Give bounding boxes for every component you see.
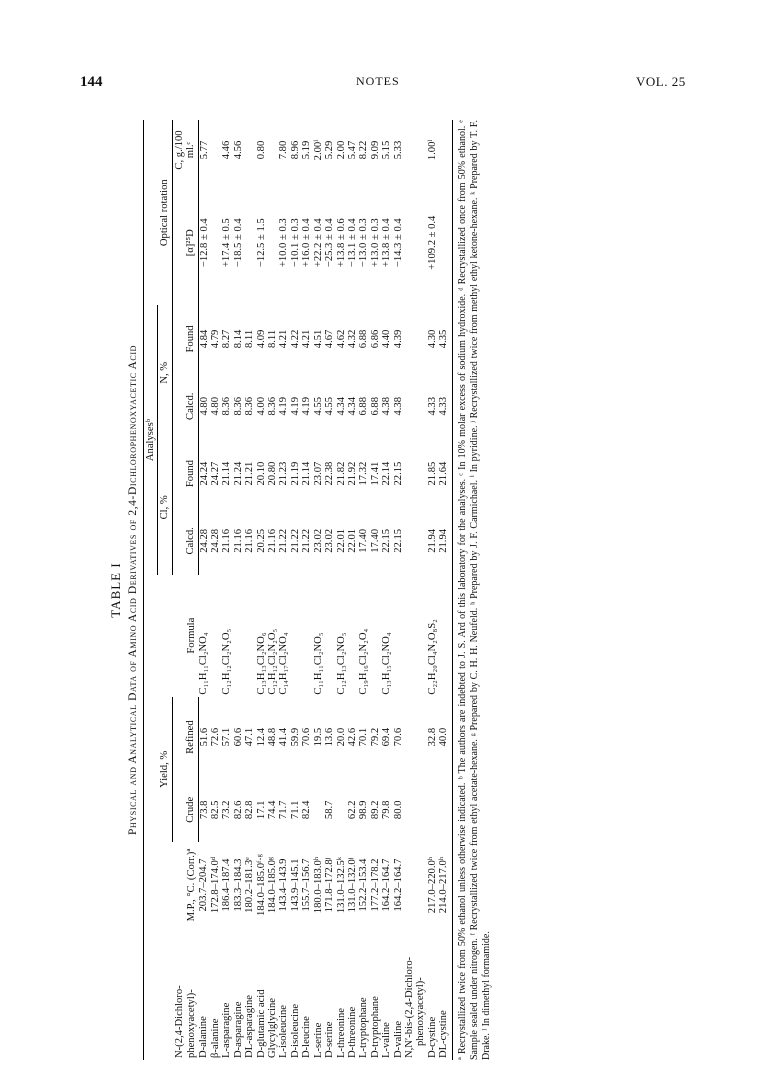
cell-crude: 62.2 bbox=[346, 800, 358, 820]
cell-refined: 57.1 bbox=[221, 727, 233, 747]
cell-formula: C₁₂H₁₃Cl₂NO₅ bbox=[335, 632, 347, 695]
cell-conc: 5.15 bbox=[381, 140, 393, 160]
cell-n-calcd: 4.34 bbox=[335, 396, 347, 416]
cell-n-found: 4.51 bbox=[312, 329, 324, 349]
cell-cl-calcd: 22.01 bbox=[335, 528, 347, 553]
cell-mp: 184.0–185.0ᶠ·ᵍ bbox=[255, 854, 267, 916]
cell-formula: C₁₉H₁₆Cl₂N₂O₄ bbox=[358, 628, 370, 695]
cell-refined: 32.8 bbox=[426, 727, 438, 747]
table-title: TABLE I bbox=[108, 562, 123, 618]
table-row bbox=[381, 120, 392, 1060]
cell-crude bbox=[427, 778, 438, 842]
col-cl-found: Found bbox=[172, 440, 198, 507]
cell-n-calcd: 8.36 bbox=[267, 396, 279, 416]
col-cl: Cl, % bbox=[158, 440, 172, 575]
cell-cl-calcd: 21.94 bbox=[438, 507, 452, 575]
cell-name: L-valine bbox=[381, 1022, 393, 1058]
cell-mp: 186.4–187.4 bbox=[221, 858, 233, 912]
col-compound: N-(2,4-Dichloro-phenoxyacetyl)- bbox=[144, 928, 199, 1060]
group-heading: N,N′-bis-(2,4-Dichloro- bbox=[403, 956, 415, 1058]
table-row bbox=[393, 120, 404, 1060]
cell-n-calcd: 4.00 bbox=[255, 396, 267, 416]
cell-cl-calcd: 24.28 bbox=[210, 528, 222, 553]
cell-n-calcd: 8.36 bbox=[221, 396, 233, 416]
cell-name: D-tryptophane bbox=[369, 996, 381, 1058]
data-table bbox=[143, 120, 453, 1060]
cell-conc: 5.47 bbox=[346, 140, 358, 160]
cell-conc: 5.19 bbox=[301, 140, 313, 160]
cell-conc: 4.56 bbox=[232, 140, 244, 160]
cell-crude: 82.6 bbox=[232, 800, 244, 820]
table-row bbox=[358, 120, 369, 1060]
cell-formula: C₁₁H₁₁Cl₂NO₄ bbox=[198, 632, 210, 695]
cell-conc bbox=[267, 120, 278, 180]
cell-alpha bbox=[210, 180, 221, 305]
cell-conc: 4.46 bbox=[221, 140, 233, 160]
cell-n-calcd: 4.19 bbox=[289, 396, 301, 416]
cell-n-calcd: 4.80 bbox=[210, 396, 222, 416]
cell-refined: 20.0 bbox=[335, 727, 347, 747]
cell-refined: 69.4 bbox=[381, 727, 393, 747]
cell-n-calcd: 4.38 bbox=[392, 396, 404, 416]
cell-name: D-isoleucine bbox=[289, 1003, 301, 1058]
cell-n-calcd: 4.80 bbox=[198, 396, 210, 416]
cell-mp: 184.0–185.0ᵍ bbox=[267, 856, 279, 914]
cell-formula bbox=[233, 575, 244, 697]
col-n-calcd: Calcd. bbox=[172, 372, 198, 440]
cell-n-found: 4.79 bbox=[210, 329, 222, 349]
cell-name: D-serine bbox=[324, 1021, 336, 1058]
cell-conc bbox=[210, 120, 221, 180]
cell-name: D-asparagine bbox=[232, 1001, 244, 1058]
cell-n-found: 6.86 bbox=[369, 329, 381, 349]
cell-crude bbox=[313, 778, 324, 842]
cell-n-found: 4.40 bbox=[381, 329, 393, 349]
cell-formula bbox=[290, 575, 301, 697]
cell-refined: 70.6 bbox=[301, 727, 313, 747]
cell-alpha: −25.3 ± 0.4 bbox=[324, 218, 336, 268]
cell-alpha: +22.2 ± 0.4 bbox=[312, 218, 324, 268]
cell-crude: 98.9 bbox=[358, 800, 370, 820]
cell-crude: 80.0 bbox=[392, 800, 404, 820]
page-number: 144 bbox=[80, 74, 103, 90]
col-formula: Formula bbox=[144, 575, 199, 697]
table-row bbox=[267, 120, 278, 1060]
table-row bbox=[427, 120, 438, 1060]
cell-cl-calcd: 22.01 bbox=[346, 528, 358, 553]
cell-conc: 8.96 bbox=[289, 140, 301, 160]
cell-crude: 82.4 bbox=[301, 800, 313, 820]
table-row bbox=[233, 120, 244, 1060]
cell-formula bbox=[210, 575, 221, 697]
cell-cl-found: 17.32 bbox=[358, 461, 370, 486]
cell-cl-found: 21.19 bbox=[289, 461, 301, 486]
cell-refined: 47.1 bbox=[244, 727, 256, 747]
cell-conc bbox=[438, 120, 452, 180]
cell-formula: C₁₄H₁₇Cl₂NO₄ bbox=[278, 632, 290, 695]
table-row bbox=[278, 120, 289, 1060]
cell-alpha: −12.8 ± 0.4 bbox=[198, 218, 210, 268]
cell-refined: 41.4 bbox=[278, 727, 290, 747]
col-conc: C, g./100 ml.ᶜ bbox=[172, 120, 198, 180]
cell-conc: 0.80 bbox=[255, 140, 267, 160]
cell-cl-found: 17.41 bbox=[369, 461, 381, 486]
cell-name: L-threonine bbox=[335, 1007, 347, 1058]
cell-n-found: 4.39 bbox=[392, 329, 404, 349]
cell-refined: 48.8 bbox=[267, 727, 279, 747]
cell-alpha: −13.1 ± 0.4 bbox=[346, 218, 358, 268]
group-heading: phenoxyacetyl)- bbox=[415, 977, 427, 1046]
table-caption: Physical and Analytical Data of Amino Acid Derivatives of 2,4-Dichlorophenoxyacetic Acid bbox=[127, 345, 139, 835]
section-title: NOTES bbox=[356, 74, 400, 88]
cell-n-found: 8.11 bbox=[244, 329, 256, 349]
cell-cl-found: 24.27 bbox=[210, 461, 222, 486]
cell-alpha: −13.0 ± 0.3 bbox=[358, 218, 370, 268]
cell-n-calcd: 4.33 bbox=[426, 396, 438, 416]
cell-crude bbox=[438, 778, 452, 842]
cell-alpha bbox=[267, 180, 278, 305]
cell-cl-calcd: 20.25 bbox=[255, 528, 267, 553]
cell-name: D-alanine bbox=[198, 1016, 210, 1058]
cell-n-calcd: 8.36 bbox=[232, 396, 244, 416]
cell-cl-found: 23.07 bbox=[312, 461, 324, 486]
col-n: N, % bbox=[158, 305, 172, 440]
cell-cl-calcd: 22.15 bbox=[392, 528, 404, 553]
table-row bbox=[221, 120, 232, 1060]
cell-mp: 164.2–164.7 bbox=[392, 858, 404, 912]
cell-n-found: 4.30 bbox=[426, 329, 438, 349]
volume-label: VOL. 25 bbox=[636, 74, 686, 89]
table-row bbox=[244, 120, 255, 1060]
cell-cl-calcd: 21.16 bbox=[221, 528, 233, 553]
cell-conc: 5.33 bbox=[392, 140, 404, 160]
cell-refined: 70.1 bbox=[358, 727, 370, 747]
cell-mp: 164.2–164.7 bbox=[381, 858, 393, 912]
cell-refined: 12.4 bbox=[255, 727, 267, 747]
cell-cl-calcd: 17.40 bbox=[369, 528, 381, 553]
cell-name: L-isoleucine bbox=[278, 1005, 290, 1058]
cell-cl-found: 21.23 bbox=[278, 461, 290, 486]
cell-name: Glycylglycine bbox=[267, 997, 279, 1058]
cell-conc: 1.00ˡ bbox=[426, 139, 438, 161]
table-row bbox=[438, 120, 452, 1060]
cell-n-found: 4.09 bbox=[255, 329, 267, 349]
cell-formula: C₁₃H₁₅Cl₂NO₄ bbox=[381, 632, 393, 695]
cell-crude: 73.8 bbox=[198, 800, 210, 820]
cell-formula bbox=[324, 575, 335, 697]
col-mp: M.P., °C. (Corr.)ª bbox=[144, 842, 199, 928]
cell-mp: 203.7–204.7 bbox=[198, 858, 210, 912]
cell-formula bbox=[370, 575, 381, 697]
table-row bbox=[290, 120, 301, 1060]
cell-cl-found: 21.14 bbox=[301, 461, 313, 486]
cell-crude: 71.1 bbox=[289, 800, 301, 820]
cell-cl-found: 21.85 bbox=[426, 461, 438, 486]
cell-alpha: +13.8 ± 0.6 bbox=[335, 218, 347, 268]
col-analyses: Analysesᵇ bbox=[144, 305, 158, 574]
cell-crude: 58.7 bbox=[324, 800, 336, 820]
cell-cl-calcd: 17.40 bbox=[358, 528, 370, 553]
cell-refined: 13.6 bbox=[324, 727, 336, 747]
cell-name: D-valine bbox=[392, 1020, 404, 1058]
cell-name: D-threonine bbox=[346, 1006, 358, 1058]
cell-mp: 214.0–217.0ʰ bbox=[438, 842, 452, 928]
cell-n-found: 4.62 bbox=[335, 329, 347, 349]
cell-n-found: 8.27 bbox=[221, 329, 233, 349]
cell-cl-found: 21.92 bbox=[346, 461, 358, 486]
cell-name: DL-cystine bbox=[438, 928, 452, 1060]
cell-alpha: −14.3 ± 0.4 bbox=[392, 218, 404, 268]
cell-n-calcd: 6.88 bbox=[369, 396, 381, 416]
cell-cl-found: 22.14 bbox=[381, 461, 393, 486]
cell-cl-calcd: 21.22 bbox=[301, 528, 313, 553]
cell-mp: 180.0–183.0ʰ bbox=[312, 856, 324, 914]
cell-cl-calcd: 22.15 bbox=[381, 528, 393, 553]
cell-cl-found: 24.24 bbox=[198, 461, 210, 486]
table-row bbox=[313, 120, 324, 1060]
cell-refined: 79.2 bbox=[369, 727, 381, 747]
cell-n-calcd: 4.34 bbox=[346, 396, 358, 416]
cell-n-calcd: 4.33 bbox=[438, 372, 452, 440]
cell-cl-found: 20.10 bbox=[255, 461, 267, 486]
cell-mp: 171.8–172.8ʲ bbox=[324, 857, 336, 913]
cell-name: D-leucine bbox=[301, 1016, 313, 1058]
cell-n-found: 4.21 bbox=[301, 329, 313, 349]
col-yield: Yield, % bbox=[144, 697, 173, 842]
cell-alpha: +13.0 ± 0.3 bbox=[369, 218, 381, 268]
cell-crude: 82.8 bbox=[244, 800, 256, 820]
cell-n-found: 8.11 bbox=[267, 329, 279, 349]
cell-formula: C₂₂H₂₀Cl₄N₂O₈S₂ bbox=[426, 619, 438, 695]
cell-crude: 89.2 bbox=[369, 800, 381, 820]
cell-formula bbox=[438, 575, 452, 697]
table-row bbox=[370, 120, 381, 1060]
cell-formula bbox=[301, 575, 312, 697]
cell-mp: 180.2–181.3ᵉ bbox=[244, 857, 256, 913]
cell-mp: 152.2–153.4 bbox=[358, 858, 370, 912]
cell-cl-found: 21.14 bbox=[221, 461, 233, 486]
cell-formula bbox=[347, 575, 358, 697]
cell-n-calcd: 6.88 bbox=[358, 396, 370, 416]
cell-n-calcd: 4.19 bbox=[278, 396, 290, 416]
cell-refined: 42.6 bbox=[346, 727, 358, 747]
cell-n-found: 6.88 bbox=[358, 329, 370, 349]
table-row bbox=[336, 120, 347, 1060]
cell-cl-calcd: 23.02 bbox=[312, 528, 324, 553]
table-row bbox=[198, 120, 210, 1060]
cell-name: DL-asparagine bbox=[244, 995, 256, 1058]
table-row bbox=[301, 120, 312, 1060]
cell-conc: 8.22 bbox=[358, 140, 370, 160]
cell-n-calcd: 4.19 bbox=[301, 396, 313, 416]
cell-mp: 217.0–220.0ʰ bbox=[426, 856, 438, 914]
cell-cl-calcd: 21.94 bbox=[426, 528, 438, 553]
col-alpha: [α]²⁵D bbox=[172, 180, 198, 305]
cell-cl-calcd: 21.22 bbox=[278, 528, 290, 553]
col-n-found: Found bbox=[172, 305, 198, 372]
cell-n-found: 4.67 bbox=[324, 329, 336, 349]
cell-name: L-tryptophane bbox=[358, 997, 370, 1058]
cell-mp: 155.7–156.7 bbox=[301, 858, 313, 912]
cell-refined: 72.6 bbox=[210, 727, 222, 747]
cell-n-calcd: 4.55 bbox=[312, 396, 324, 416]
cell-cl-found: 21.82 bbox=[335, 461, 347, 486]
cell-n-found: 4.35 bbox=[438, 305, 452, 372]
cell-cl-calcd: 21.16 bbox=[267, 528, 279, 553]
cell-name: L-asparagine bbox=[221, 1002, 233, 1058]
cell-cl-calcd: 21.16 bbox=[244, 528, 256, 553]
group-heading-row bbox=[415, 120, 426, 1060]
cell-crude bbox=[336, 778, 347, 842]
cell-n-calcd: 8.36 bbox=[244, 396, 256, 416]
cell-cl-calcd: 21.22 bbox=[289, 528, 301, 553]
cell-refined: 59.9 bbox=[289, 727, 301, 747]
cell-cl-calcd: 23.02 bbox=[324, 528, 336, 553]
cell-alpha: −12.5 ± 1.5 bbox=[255, 218, 267, 268]
cell-alpha bbox=[438, 180, 452, 305]
cell-crude: 73.2 bbox=[221, 800, 233, 820]
cell-cl-calcd: 24.28 bbox=[198, 528, 210, 553]
col-refined: Refined bbox=[172, 697, 198, 778]
cell-alpha bbox=[244, 180, 255, 305]
cell-n-found: 4.22 bbox=[289, 329, 301, 349]
cell-cl-calcd: 21.16 bbox=[232, 528, 244, 553]
cell-n-found: 4.84 bbox=[198, 329, 210, 349]
cell-crude: 71.7 bbox=[278, 800, 290, 820]
cell-alpha: +10.0 ± 0.3 bbox=[278, 218, 290, 268]
table-row bbox=[347, 120, 358, 1060]
cell-formula: C₁₂H₁₂Cl₂N₂O₅ bbox=[267, 628, 279, 695]
cell-alpha: −18.5 ± 0.4 bbox=[232, 218, 244, 268]
cell-crude: 79.8 bbox=[381, 800, 393, 820]
cell-crude: 82.5 bbox=[210, 800, 222, 820]
cell-alpha: +13.8 ± 0.4 bbox=[381, 218, 393, 268]
cell-formula: C₁₂H₁₂Cl₂N₂O₅ bbox=[221, 628, 233, 695]
table-row bbox=[210, 120, 221, 1060]
cell-mp: 183.3–184.3 bbox=[232, 858, 244, 912]
cell-n-found: 4.32 bbox=[346, 329, 358, 349]
cell-mp: 131.0–132.5ᵏ bbox=[335, 856, 347, 914]
group-heading-row bbox=[404, 120, 415, 1060]
cell-name: L-serine bbox=[312, 1022, 324, 1058]
cell-formula bbox=[244, 575, 255, 697]
cell-n-calcd: 4.55 bbox=[324, 396, 336, 416]
cell-mp: 172.8–174.0ᵈ bbox=[210, 856, 222, 914]
running-head bbox=[0, 0, 773, 110]
cell-alpha: −10.1 ± 0.3 bbox=[289, 218, 301, 268]
col-cl-calcd: Calcd. bbox=[172, 507, 198, 575]
cell-crude: 74.4 bbox=[267, 800, 279, 820]
cell-name: β-alanine bbox=[210, 1018, 222, 1058]
table-row bbox=[324, 120, 335, 1060]
cell-mp: 131.0–132.0ʲ bbox=[346, 857, 358, 913]
cell-refined: 40.0 bbox=[438, 697, 452, 778]
cell-conc: 9.09 bbox=[369, 140, 381, 160]
table-footnotes: ª Recrystallized twice from 50% ethanol unless otherwise indicated. ᵇ The authors are indebted to J. S. Ard of this laboratory for the analyses. ᶜ In 10% molar excess of sodium hydroxide. ᵈ Recrystallized once from 50% ethanol. ᵉ Sample sealed under nitrogen. ᶠ Recrystallized twice from ethyl acetate-hexane. ᵍ Prepared by C. H. H. Neufeld. ʰ Prepared by J. F. Carmichael. ⁱ In pyridine. ʲ Recrystallized twice from methyl ethyl ketone-hexane. ᵏ Prepared by T. F. Drake. ˡ In dimethyl formamide. bbox=[456, 120, 492, 1060]
cell-cl-found: 21.21 bbox=[244, 461, 256, 486]
cell-mp: 143.9–145.1 bbox=[289, 858, 301, 912]
table-row bbox=[256, 120, 267, 1060]
cell-alpha: +16.0 ± 0.4 bbox=[301, 218, 313, 268]
cell-refined: 70.6 bbox=[392, 727, 404, 747]
cell-cl-found: 21.24 bbox=[232, 461, 244, 486]
cell-cl-found: 20.80 bbox=[267, 461, 279, 486]
cell-n-found: 4.21 bbox=[278, 329, 290, 349]
cell-name: D-cystine bbox=[426, 1016, 438, 1058]
cell-refined: 60.6 bbox=[232, 727, 244, 747]
table-container bbox=[104, 120, 724, 1060]
cell-conc: 2.00 bbox=[335, 140, 347, 160]
cell-conc: 7.80 bbox=[278, 140, 290, 160]
col-optical: Optical rotation bbox=[144, 120, 173, 305]
cell-formula: C₁₃H₁₃Cl₂NO₆ bbox=[255, 632, 267, 695]
cell-mp: 143.4–143.9 bbox=[278, 858, 290, 912]
rotated-table-region bbox=[104, 120, 724, 1060]
cell-conc: 2.00ⁱ bbox=[312, 139, 324, 161]
cell-cl-found: 22.15 bbox=[392, 461, 404, 486]
cell-refined: 19.5 bbox=[312, 727, 324, 747]
cell-n-calcd: 4.38 bbox=[381, 396, 393, 416]
col-crude: Crude bbox=[172, 778, 198, 842]
cell-formula: C₁₁H₁₁Cl₂NO₅ bbox=[312, 632, 324, 695]
cell-n-found: 8.14 bbox=[232, 329, 244, 349]
cell-formula bbox=[393, 575, 404, 697]
cell-refined: 51.6 bbox=[198, 727, 210, 747]
cell-conc bbox=[244, 120, 255, 180]
cell-conc: 5.29 bbox=[324, 140, 336, 160]
cell-conc: 5.77 bbox=[198, 140, 210, 160]
cell-alpha: +17.4 ± 0.5 bbox=[221, 218, 233, 268]
cell-name: D-glutamic acid bbox=[255, 989, 267, 1058]
cell-cl-found: 21.64 bbox=[438, 440, 452, 507]
cell-crude: 17.1 bbox=[255, 800, 267, 820]
cell-alpha: +109.2 ± 0.4 bbox=[426, 215, 438, 270]
cell-cl-found: 22.38 bbox=[324, 461, 336, 486]
cell-mp: 177.2–178.2 bbox=[369, 858, 381, 912]
